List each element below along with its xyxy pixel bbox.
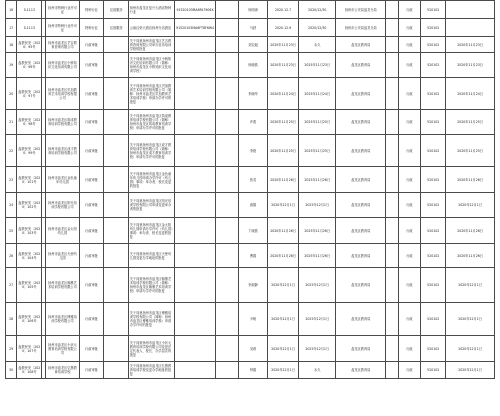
table-cell: 2020年12月1日	[446, 303, 495, 336]
table-cell: S.1113	[17, 19, 42, 37]
table-cell: 行政审批	[79, 53, 104, 78]
table-cell: 2020年12月1日	[446, 362, 495, 379]
table-cell: 扬州市盘龙区弘慧教育培训学校	[46, 362, 79, 379]
table-cell	[446, 1, 495, 19]
table-cell: 盘龙区教育局	[336, 268, 386, 303]
table-cell: 扬州市公安局盘龙分局	[336, 19, 386, 37]
table-cell: 行政	[398, 268, 421, 303]
table-cell	[174, 167, 215, 193]
table-cell	[216, 53, 239, 78]
table-cell: 行政	[398, 37, 421, 53]
table-cell: 2020年12月1日	[268, 193, 299, 218]
table-cell: 行政	[398, 218, 421, 244]
table-cell	[386, 362, 398, 379]
table-cell: 2020年11月26日	[446, 167, 495, 193]
table-cell: 2020年12月1日	[268, 303, 299, 336]
table-cell: 扬州市盘龙区翰墨艺术培训学校有限公司	[46, 268, 79, 303]
row-number: 25	[6, 218, 17, 244]
row-number: 22	[6, 135, 17, 167]
table-cell: 行政	[398, 78, 421, 110]
row-number: 28	[6, 303, 17, 336]
table-cell: 行政审批	[79, 110, 104, 135]
table-row	[6, 218, 495, 244]
table-cell	[386, 193, 398, 218]
table-cell: 扬州市盘龙区金色童年幼儿园	[46, 167, 79, 193]
table-cell: 卞晓燕	[239, 218, 268, 244]
table-cell: 关于同意扬州市盘龙区筑成教育培训学校有限公司（简称：扬州市盘龙区筑成教育培训学校）申请办学许可的批复	[129, 110, 175, 135]
table-cell: 91520103MA6FA7906X	[174, 1, 215, 19]
table-cell: 行政审批	[79, 78, 104, 110]
table-cell: 关于同意扬州市盘龙区小状元教育培训学校有限公司变更法定代表人、校长、办学层次的批复	[129, 336, 175, 362]
table-cell	[216, 110, 239, 135]
table-cell: 关于同意扬州市盘龙区贝加教育艺术培训学校有限公司（简称：扬州市盘龙区贝加教育艺术培训学校）申请办学许可的批复	[129, 78, 175, 110]
table-cell: 关于同意扬州市盘龙区小桥知识文化培训有限公司（简称：扬州市盘龙区小桥知识文化培训学校）	[129, 53, 175, 78]
table-cell: 扬州市盘龙区小状元教育培训学校有限公司	[46, 336, 79, 362]
table-cell: 吴莉	[239, 336, 268, 362]
table-cell: 520102	[421, 53, 446, 78]
table-cell: 盘龙区教育局	[336, 362, 386, 379]
table-cell: 520102	[421, 110, 446, 135]
table-cell: 李艳	[239, 135, 268, 167]
table-cell: 2025年11月26日	[299, 244, 336, 268]
table-cell: 关于同意扬州市盘龙区弘慧教育培训学校变更办学地址的批复	[129, 362, 175, 379]
table-cell: 2020/12/30	[299, 1, 336, 19]
table-cell	[386, 135, 398, 167]
table-cell	[104, 110, 129, 135]
table-cell: 唐娟	[239, 193, 268, 218]
table-cell	[216, 19, 239, 37]
table-cell: 扬州市盘龙区成才教育培训学校有限公司	[46, 135, 79, 167]
table-cell: 关于同意扬州市盘龙区成才教育培训学校有限公司（简称：扬州市盘龙区成才教育培训学校）申请办学许可的批复	[129, 135, 175, 167]
table-cell: 永久	[299, 37, 336, 53]
table-cell: 马跃	[239, 19, 268, 37]
table-cell	[386, 244, 398, 268]
table-row	[6, 268, 495, 303]
table-cell	[104, 167, 129, 193]
table-cell: 520102	[421, 218, 446, 244]
table-row	[6, 167, 495, 193]
table-cell: 许燕	[239, 110, 268, 135]
table-cell: 扬州市盘龙区复兴大酒店特种行业	[129, 1, 175, 19]
table-cell: 520102	[421, 268, 446, 303]
table-cell	[386, 53, 398, 78]
table-cell: 盘龙区教育局	[336, 110, 386, 135]
table-cell	[174, 110, 215, 135]
table-cell: 住宿服务	[104, 1, 129, 19]
table-cell	[386, 110, 398, 135]
table-cell: 永久	[299, 362, 336, 379]
table-cell: 盘教民发〔2020〕104号	[17, 244, 42, 268]
table-cell: 520102	[421, 167, 446, 193]
table-cell: 2020年11月26日	[268, 244, 299, 268]
table-cell: 行政	[398, 1, 421, 19]
table-row	[6, 19, 495, 37]
table-cell	[104, 53, 129, 78]
table-cell	[216, 268, 239, 303]
table-cell: 钟娟	[239, 362, 268, 379]
table-cell: 2020.12.7	[268, 1, 299, 19]
table-cell: 2020年12月1日	[268, 268, 299, 303]
table-cell	[386, 78, 398, 110]
table-cell: 2020/12/30	[299, 19, 336, 37]
table-row	[6, 53, 495, 78]
table-cell: 2020年11月25日	[268, 110, 299, 135]
table-cell: 张英	[239, 167, 268, 193]
table-cell: 曹娟	[239, 244, 268, 268]
table-cell: 2020年11月25日	[268, 135, 299, 167]
row-number: 16	[6, 1, 17, 19]
row-number: 23	[6, 167, 17, 193]
table-cell: 杨晓燕	[239, 53, 268, 78]
table-row	[6, 37, 495, 53]
table-row	[6, 336, 495, 362]
table-cell: 扬州市盘龙区艺吉教育咨询有限公司	[46, 37, 79, 53]
table-cell: 行政	[398, 135, 421, 167]
table-cell: 盘教民发〔2020〕97号	[17, 78, 42, 110]
table-cell: 盘龙区教育局	[336, 303, 386, 336]
table-cell: 关于同意扬州市盘龙区金色童年幼儿园申请办学许可（幼儿园）事项：举办者、校长变更的批复	[129, 167, 175, 193]
table-cell	[104, 336, 129, 362]
table-cell: 盘教民发〔2020〕103号	[17, 218, 42, 244]
table-cell: 行政审批	[79, 268, 104, 303]
table-cell: 行政审批	[79, 303, 104, 336]
table-cell	[216, 362, 239, 379]
table-cell	[216, 336, 239, 362]
table-cell: 行政	[398, 193, 421, 218]
table-cell: 行政	[398, 244, 421, 268]
row-number: 24	[6, 193, 17, 218]
table-cell: 520102	[421, 336, 446, 362]
table-cell	[386, 218, 398, 244]
table-cell: 2020.12.9	[268, 19, 299, 37]
table-cell: 盘龙区教育局	[336, 244, 386, 268]
table-cell: 盘教民发〔2020〕101号	[17, 167, 42, 193]
table-cell: 盘教民发〔2020〕98号	[17, 110, 42, 135]
table-row	[6, 1, 495, 19]
table-cell: 2020年11月23日	[268, 37, 299, 53]
table-cell: 2025年11月26日	[299, 218, 336, 244]
row-number: 21	[6, 110, 17, 135]
table-cell: 扬州市盘龙区博雅培训学校有限公司	[46, 303, 79, 336]
table-cell: 盘龙区教育局	[336, 218, 386, 244]
table-cell: 行政审批	[79, 362, 104, 379]
table-cell: 520102	[421, 78, 446, 110]
table-cell: 2020年12月1日	[446, 268, 495, 303]
table-cell	[104, 268, 129, 303]
table-cell: 520102	[421, 1, 446, 19]
table-cell	[386, 268, 398, 303]
table-cell	[216, 193, 239, 218]
records-table	[5, 0, 495, 379]
table-cell: 扬州市盘龙区金太阳幼儿园	[46, 218, 79, 244]
table-cell: 盘龙区教育局	[336, 53, 386, 78]
table-cell: 520102	[421, 19, 446, 37]
table-cell	[104, 78, 129, 110]
table-cell: 520102	[421, 37, 446, 53]
table-cell: 行政审批	[79, 218, 104, 244]
table-cell: 扬州市盘龙区天使幼儿园	[46, 244, 79, 268]
table-cell: 扬州市盘龙区贝加教育艺术培训学校有限公司	[46, 78, 79, 110]
table-cell: 520102	[421, 135, 446, 167]
table-cell: 2020年11月24日	[268, 78, 299, 110]
table-cell: 盘龙区教育局	[336, 336, 386, 362]
table-cell	[216, 37, 239, 53]
table-cell: 2025年12月1日	[299, 268, 336, 303]
table-cell: 行政	[398, 19, 421, 37]
table-cell: 关于同意扬州市盘龙区天使幼儿园变更办学地址的批复	[129, 244, 175, 268]
table-cell	[104, 135, 129, 167]
table-cell: 盘教民发〔2020〕99号	[17, 135, 42, 167]
table-cell: 扬州市特种行业许可证	[46, 19, 79, 37]
table-cell: 盘教民发〔2020〕106号	[17, 303, 42, 336]
row-number: 29	[6, 336, 17, 362]
table-cell: 2020年11月23日	[268, 53, 299, 78]
table-cell	[386, 336, 398, 362]
table-cell: 扬州市盘龙区筑成教育培训学校有限公司	[46, 110, 79, 135]
table-cell: 2025年11月23日	[299, 53, 336, 78]
table-cell: 2025年12月1日	[299, 303, 336, 336]
table-cell: 行政	[398, 53, 421, 78]
row-number: 27	[6, 268, 17, 303]
row-number: 19	[6, 53, 17, 78]
table-cell	[386, 167, 398, 193]
table-cell: 2025年11月26日	[299, 167, 336, 193]
table-cell: 盘教民发〔2020〕105号	[17, 268, 42, 303]
table-cell: 2020年11月25日	[446, 110, 495, 135]
table-cell	[174, 37, 215, 53]
table-cell: 520102	[421, 193, 446, 218]
table-cell: 行政审批	[79, 37, 104, 53]
table-cell: 关于同意扬州市盘龙区金太阳幼儿园申请办学许可（幼儿园）事项：举办者、校长变更的批复	[129, 218, 175, 244]
table-cell	[216, 78, 239, 110]
table-cell: 2025年11月25日	[299, 135, 336, 167]
table-cell	[104, 244, 129, 268]
table-cell: 盘龙区教育局	[336, 193, 386, 218]
table-cell	[386, 303, 398, 336]
table-cell: 520102	[421, 244, 446, 268]
table-cell: 520102	[421, 303, 446, 336]
table-cell: 刘宏毅	[239, 37, 268, 53]
table-cell: 特种行业	[79, 1, 104, 19]
table-cell: 盘龙区教育局	[336, 78, 386, 110]
table-cell	[104, 193, 129, 218]
table-cell: 91520103MA6FT8F6W4	[174, 19, 215, 37]
table-cell: 520102	[421, 362, 446, 379]
table-cell	[216, 167, 239, 193]
table-cell: 盘龙区教育局	[336, 37, 386, 53]
table-cell	[386, 1, 398, 19]
table-cell: 2020年11月26日	[446, 218, 495, 244]
table-cell	[446, 19, 495, 37]
table-cell: 2020年11月23日	[446, 37, 495, 53]
table-cell: 住宿服务	[104, 19, 129, 37]
row-number: 20	[6, 78, 17, 110]
row-number: 26	[6, 244, 17, 268]
table-cell: 杨明涛	[239, 1, 268, 19]
table-cell	[174, 218, 215, 244]
table-cell: 2020年12月1日	[268, 336, 299, 362]
table-cell: 关于同意扬州市盘龙区博雅培训学校有限公司（简称：扬州市盘龙区博雅培训学校）申请办学许可的批复	[129, 303, 175, 336]
table-cell: 尹帆	[239, 303, 268, 336]
row-number: 30	[6, 362, 17, 379]
table-row	[6, 303, 495, 336]
table-cell: 2025年12月1日	[299, 336, 336, 362]
table-row	[6, 193, 495, 218]
table-cell: 扬州市盘龙区小桥知识文化培训有限公司	[46, 53, 79, 78]
table-cell: 盘教民发〔2020〕107号	[17, 336, 42, 362]
table-cell: 2025年11月24日	[299, 78, 336, 110]
table-cell: 李淑静	[239, 268, 268, 303]
table-cell: 2020年11月26日	[446, 244, 495, 268]
table-cell: 盘教民发〔2020〕95号	[17, 37, 42, 53]
table-cell: 2020年12月1日	[268, 362, 299, 379]
table-cell	[104, 37, 129, 53]
table-cell	[174, 78, 215, 110]
row-number: 18	[6, 37, 17, 53]
table-row	[6, 135, 495, 167]
table-cell: 关于同意扬州市盘龙区翰墨艺术培训学校有限公司（简称：扬州市盘龙区翰墨艺术培训学校）申请办学许可的批复	[129, 268, 175, 303]
table-cell: 李晓华	[239, 78, 268, 110]
table-cell: 关于同意扬州市盘龙区阳光培训学校有限公司申请变更举办者的批复	[129, 193, 175, 218]
table-cell: 2020年12月1日	[446, 193, 495, 218]
table-cell: 特种行业	[79, 19, 104, 37]
table-cell: 2020年11月26日	[268, 167, 299, 193]
table-cell: 盘龙区教育局	[336, 135, 386, 167]
table-cell: 云南汉荣大酒店扬州分店酒店	[129, 19, 175, 37]
table-row	[6, 362, 495, 379]
table-cell: 行政	[398, 167, 421, 193]
table-cell	[104, 303, 129, 336]
table-cell	[216, 244, 239, 268]
table-cell: 扬州市盘龙区阳光培训学校有限公司	[46, 193, 79, 218]
table-cell	[174, 362, 215, 379]
table-cell	[174, 336, 215, 362]
table-cell	[174, 268, 215, 303]
table-row	[6, 110, 495, 135]
table-cell	[216, 218, 239, 244]
table-cell: 行政	[398, 362, 421, 379]
table-cell	[216, 1, 239, 19]
table-cell: 行政审批	[79, 135, 104, 167]
table-cell	[216, 303, 239, 336]
table-row	[6, 244, 495, 268]
table-cell	[174, 244, 215, 268]
table-cell	[174, 303, 215, 336]
table-cell: S.1113	[17, 1, 42, 19]
table-cell	[174, 53, 215, 78]
table-cell: 2020年12月1日	[446, 336, 495, 362]
table-cell: 行政审批	[79, 193, 104, 218]
table-cell	[174, 193, 215, 218]
table-cell: 行政	[398, 336, 421, 362]
table-cell: 2020年11月26日	[268, 218, 299, 244]
table-cell: 2020年11月23日	[446, 53, 495, 78]
table-cell	[104, 218, 129, 244]
table-cell: 行政	[398, 303, 421, 336]
table-cell: 扬州市特种行业许可证	[46, 1, 79, 19]
table-cell: 盘教民发〔2020〕108号	[17, 362, 42, 379]
table-cell: 行政	[398, 110, 421, 135]
table-cell: 2020年11月24日	[446, 78, 495, 110]
table-cell	[216, 135, 239, 167]
row-number: 17	[6, 19, 17, 37]
table-cell	[174, 135, 215, 167]
table-cell: 行政审批	[79, 336, 104, 362]
table-row	[6, 78, 495, 110]
table-cell: 扬州市公安局盘龙分局	[336, 1, 386, 19]
table-cell: 盘教民发〔2020〕96号	[17, 53, 42, 78]
table-cell: 关于同意扬州市盘龙区艺吉教育咨询有限公司举办音乐培训学校的批复	[129, 37, 175, 53]
table-cell	[386, 37, 398, 53]
table-cell: 2025年12月1日	[299, 193, 336, 218]
table-cell: 盘龙区教育局	[336, 167, 386, 193]
table-cell: 行政审批	[79, 244, 104, 268]
table-cell: 行政审批	[79, 167, 104, 193]
table-cell: 盘教民发〔2020〕102号	[17, 193, 42, 218]
table-cell	[104, 362, 129, 379]
table-cell: 2020年11月25日	[446, 135, 495, 167]
table-cell: 2025年11月25日	[299, 110, 336, 135]
table-cell	[386, 19, 398, 37]
